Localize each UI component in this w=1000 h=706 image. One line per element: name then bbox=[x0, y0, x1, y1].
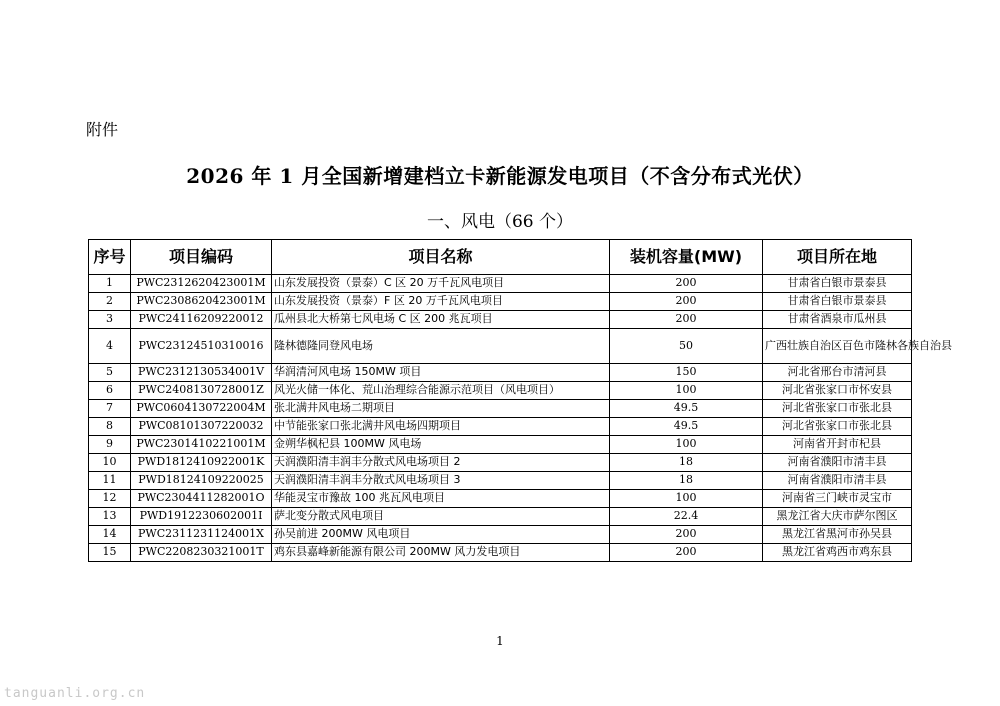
row-index: 4 bbox=[89, 329, 131, 364]
table-row bbox=[89, 275, 912, 293]
project-name: 金朔华枫杞县 100MW 风电场 bbox=[272, 436, 610, 454]
project-capacity: 18 bbox=[610, 472, 763, 490]
table-row bbox=[89, 472, 912, 490]
watermark-text: tanguanli.org.cn bbox=[4, 686, 146, 701]
project-location: 河南省濮阳市清丰县 bbox=[763, 454, 912, 472]
header-capacity: 装机容量(MW) bbox=[610, 240, 763, 275]
project-capacity: 200 bbox=[610, 311, 763, 329]
section-title: 一、风电（66 个） bbox=[426, 212, 574, 232]
project-code: PWC2408130728001Z bbox=[131, 382, 272, 400]
header-location: 项目所在地 bbox=[763, 240, 912, 275]
project-name: 山东发展投资（景泰）C 区 20 万千瓦风电项目 bbox=[272, 275, 610, 293]
row-index: 14 bbox=[89, 526, 131, 544]
project-location: 黑龙江省鸡西市鸡东县 bbox=[763, 544, 912, 562]
project-capacity: 49.5 bbox=[610, 418, 763, 436]
row-index: 5 bbox=[89, 364, 131, 382]
project-code: PWC2308620423001M bbox=[131, 293, 272, 311]
project-location: 河南省濮阳市清丰县 bbox=[763, 472, 912, 490]
project-name: 中节能张家口张北满井风电场四期项目 bbox=[272, 418, 610, 436]
project-capacity: 18 bbox=[610, 454, 763, 472]
project-name: 天润濮阳清丰润丰分散式风电场项目 2 bbox=[272, 454, 610, 472]
project-name: 山东发展投资（景泰）F 区 20 万千瓦风电项目 bbox=[272, 293, 610, 311]
row-index: 8 bbox=[89, 418, 131, 436]
project-capacity: 50 bbox=[610, 329, 763, 364]
project-location: 黑龙江省大庆市萨尔图区 bbox=[763, 508, 912, 526]
project-location: 广西壮族自治区百色市隆林各族自治县 bbox=[763, 329, 912, 364]
table-row bbox=[89, 364, 912, 382]
project-code: PWC2312451031001​6 bbox=[131, 329, 272, 364]
project-code: PWC2304411282001O bbox=[131, 490, 272, 508]
table-row bbox=[89, 544, 912, 562]
project-location: 河北省张家口市怀安县 bbox=[763, 382, 912, 400]
row-index: 7 bbox=[89, 400, 131, 418]
table-row bbox=[89, 490, 912, 508]
project-capacity: 100 bbox=[610, 490, 763, 508]
table-row bbox=[89, 526, 912, 544]
project-capacity: 150 bbox=[610, 364, 763, 382]
project-name: 瓜州县北大桥第七风电场 C 区 200 兆瓦项目 bbox=[272, 311, 610, 329]
project-code: PWC2208230321001T bbox=[131, 544, 272, 562]
row-index: 13 bbox=[89, 508, 131, 526]
project-location: 河北省张家口市张北县 bbox=[763, 400, 912, 418]
document-title: 2026 年 1 月全国新增建档立卡新能源发电项目（不含分布式光伏） bbox=[186, 164, 814, 188]
project-code: PWC2311231124001X bbox=[131, 526, 272, 544]
project-capacity: 200 bbox=[610, 526, 763, 544]
project-code: PWC2301410221001M bbox=[131, 436, 272, 454]
table-row bbox=[89, 293, 912, 311]
project-capacity: 100 bbox=[610, 436, 763, 454]
row-index: 9 bbox=[89, 436, 131, 454]
attachment-label: 附件 bbox=[86, 120, 119, 139]
table-row bbox=[89, 418, 912, 436]
table-row bbox=[89, 436, 912, 454]
project-code: PWD1812410922002​5 bbox=[131, 472, 272, 490]
project-location: 甘肃省白银市景泰县 bbox=[763, 275, 912, 293]
table-row bbox=[89, 311, 912, 329]
header-index: 序号 bbox=[89, 240, 131, 275]
project-name: 隆林德隆同登风电场 bbox=[272, 329, 610, 364]
project-location: 河南省三门峡市灵宝市 bbox=[763, 490, 912, 508]
project-code: PWC0604130722004M bbox=[131, 400, 272, 418]
row-index: 1 bbox=[89, 275, 131, 293]
row-index: 6 bbox=[89, 382, 131, 400]
page-number: 1 bbox=[496, 634, 504, 648]
row-index: 10 bbox=[89, 454, 131, 472]
project-capacity: 200 bbox=[610, 544, 763, 562]
project-code: PWC2312620423001M bbox=[131, 275, 272, 293]
projects-table bbox=[88, 239, 952, 562]
project-location: 甘肃省白银市景泰县 bbox=[763, 293, 912, 311]
project-name: 孙吴前进 200MW 风电项目 bbox=[272, 526, 610, 544]
header-code: 项目编码 bbox=[131, 240, 272, 275]
project-location: 河南省开封市杞县 bbox=[763, 436, 912, 454]
project-code: PWC2411620922001​2 bbox=[131, 311, 272, 329]
project-location: 黑龙江省黑河市孙吴县 bbox=[763, 526, 912, 544]
project-code: PWC0810130722003​2 bbox=[131, 418, 272, 436]
table-row bbox=[89, 400, 912, 418]
row-index: 3 bbox=[89, 311, 131, 329]
row-index: 11 bbox=[89, 472, 131, 490]
project-location: 河北省张家口市张北县 bbox=[763, 418, 912, 436]
table-row bbox=[89, 382, 912, 400]
table-row bbox=[89, 508, 912, 526]
header-name: 项目名称 bbox=[272, 240, 610, 275]
project-capacity: 100 bbox=[610, 382, 763, 400]
project-code: PWD1912230602001I bbox=[131, 508, 272, 526]
project-capacity: 200 bbox=[610, 275, 763, 293]
project-capacity: 49.5 bbox=[610, 400, 763, 418]
row-index: 12 bbox=[89, 490, 131, 508]
project-code: PWD1812410922001K bbox=[131, 454, 272, 472]
project-capacity: 200 bbox=[610, 293, 763, 311]
project-name: 华润清河风电场 150MW 项目 bbox=[272, 364, 610, 382]
row-index: 15 bbox=[89, 544, 131, 562]
table-header-row bbox=[89, 240, 912, 275]
project-name: 风光火储一体化、荒山治理综合能源示范项目（风电项目） bbox=[272, 382, 610, 400]
project-code: PWC2312130534001V bbox=[131, 364, 272, 382]
table-row bbox=[89, 454, 912, 472]
row-index: 2 bbox=[89, 293, 131, 311]
project-name: 天润濮阳清丰润丰分散式风电场项目 3 bbox=[272, 472, 610, 490]
project-location: 甘肃省酒泉市瓜州县 bbox=[763, 311, 912, 329]
project-capacity: 22.4 bbox=[610, 508, 763, 526]
project-name: 萨北变分散式风电项目 bbox=[272, 508, 610, 526]
project-name: 鸡东县嘉峰新能源有限公司 200MW 风力发电项目 bbox=[272, 544, 610, 562]
table-row bbox=[89, 329, 912, 364]
project-location: 河北省邢台市清河县 bbox=[763, 364, 912, 382]
project-name: 张北满井风电场二期项目 bbox=[272, 400, 610, 418]
project-name: 华能灵宝市豫故 100 兆瓦风电项目 bbox=[272, 490, 610, 508]
